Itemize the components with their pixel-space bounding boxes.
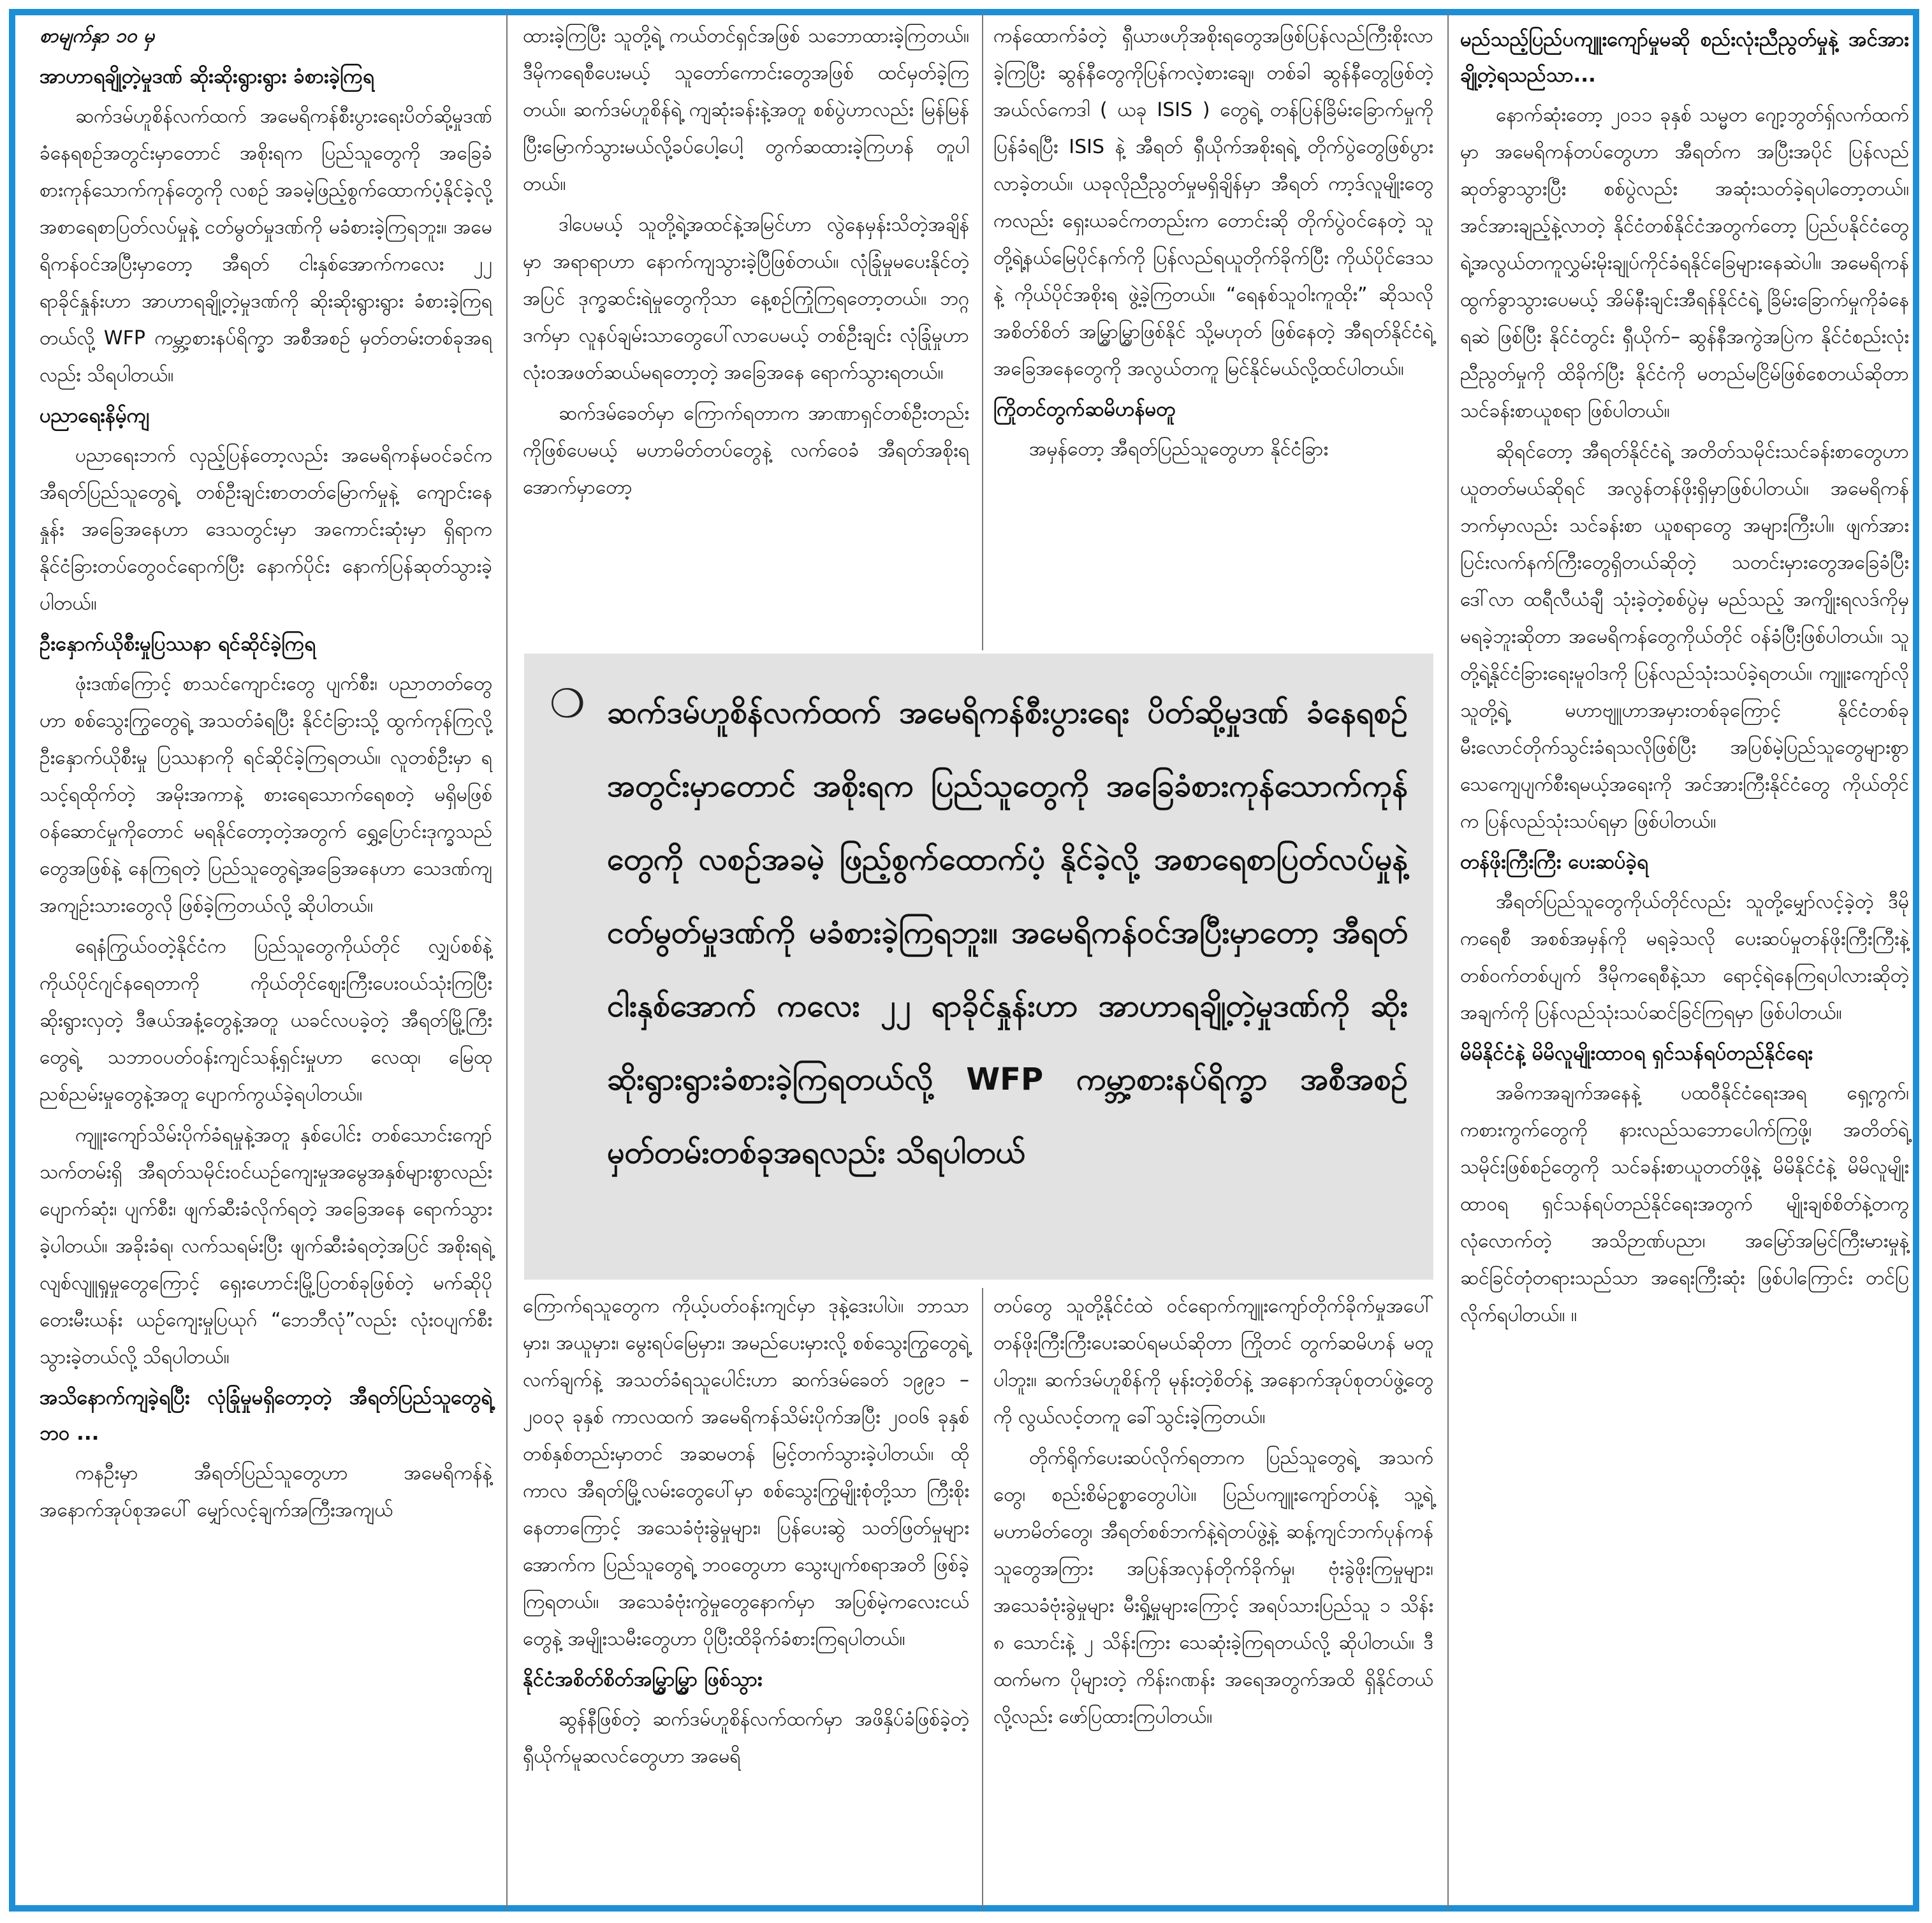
paragraph: ကနဦးမှာ အီရတ်ပြည်သူတွေဟာ အမေရိကန်နဲ့ အနောက်အုပ်စုအပေါ် မျှော်လင့်ချက်အကြီးအကျယ် — [40, 1462, 492, 1521]
paragraph: အီရတ်ပြည်သူတွေကိုယ်တိုင်လည်း သူတို့မျှော်လင့်ခဲ့တဲ့ ဒီမိုကရေစီ အစစ်အမှန်ကို မရခဲ့သလို ပေးဆပ်မှုတန်ဖိုးကြီးကြီးနဲ့ တစ်ဝက်တစ်ပျက် ဒီမိုကရေစီနဲ့သာ ရောင့်ရဲနေကြရပါလားဆိုတဲ့ အချက်ကို ပြန်လည်သုံးသပ်ဆင်ခြင်ကြရမှာ ဖြစ်ပါတယ်။ — [1460, 891, 1909, 1024]
column-divider — [982, 1288, 983, 1910]
paragraph: ဒါပေမယ့် သူတို့ရဲ့အထင်နဲ့အမြင်ဟာ လွဲနေမှန်းသိတဲ့အချိန်မှာ အရာရာဟာ နောက်ကျသွားခဲ့ပြီဖြစ်တယ်။ လုံခြုံမှုမပေးနိုင်တဲ့အပြင် ဒုက္ခဆင်းရဲမှုတွေကိုသာ နေ့စဉ်ကြုံကြရတော့တယ်။ ဘဂ္ဂဒက်မှာ လူနပ်ချမ်းသာတွေပေါ်လာပေမယ့် တစ်ဦးချင်း လုံခြုံမှုဟာ လုံးဝအဖတ်ဆယ်မရတော့တဲ့ အခြေအနေ ရောက်သွားရတယ်။ — [523, 214, 969, 384]
paragraph: အမှန်တော့ အီရတ်ပြည်သူတွေဟာ နိုင်ငံခြား — [1029, 438, 1329, 460]
pull-quote-text: ဆက်ဒမ်ဟူစိန်လက်ထက် အမေရိကန်စီးပွားရေး ပိတ်ဆို့မှုဒဏ် ခံနေရစဉ်အတွင်းမှာတောင် အစိုးရက ပြည်သူတွေကို အခြေခံစားကုန်သောက်ကုန်တွေကို လစဉ်အခမဲ့ ဖြည့်စွက်ထောက်ပံ့ နိုင်ခဲ့လို့ အစာရေစာပြတ်လပ်မှုနဲ့ ငတ်မွတ်မှုဒဏ်ကို မခံစားခဲ့ကြရဘူး။ အမေရိကန်ဝင်အပြီးမှာတော့ အီရတ်ငါးနှစ်အောက် ကလေး ၂၂ ရာခိုင်နှုန်းဟာ အာဟာရချို့တဲ့မှုဒဏ်ကို ဆိုးဆိုးရွားရွားခံစားခဲ့ကြရတယ်လို့ WFP ကမ္ဘာ့စားနပ်ရိက္ခာ အစီအစဉ် မှတ်တမ်းတစ်ခုအရလည်း သိရပါတယ် — [607, 695, 1408, 1171]
paragraph: ရေနံကြွယ်ဝတဲ့နိုင်ငံက ပြည်သူတွေကိုယ်တိုင် လျှပ်စစ်နဲ့ ကိုယ်ပိုင်ဂျင်နရေတာကို ကိုယ်တိုင်ဈေးကြီးပေးဝယ်သုံးကြပြီး ဆိုးရွားလှတဲ့ ဒီဇယ်အနံ့တွေနဲ့အတူ ယခင်လပခဲ့တဲ့ အီရတ်မြို့ကြီးတွေရဲ့ သဘာဝပတ်ဝန်းကျင်သန့်ရှင်းမှုဟာ လေထု၊ မြေထု ညစ်ညမ်းမှုတွေနဲ့အတူ ပျောက်ကွယ်ခဲ့ရပါတယ်။ — [40, 935, 492, 1106]
section-heading-miscalculation: ကြိုတင်တွက်ဆမိဟန်မတူ — [993, 398, 1176, 421]
section-heading-insecurity: အသိနောက်ကျခဲ့ရပြီး လုံခြုံမှုမရှိတော့တဲ့ အီရတ်ပြည်သူတွေရဲ့ဘဝ ... — [40, 1386, 492, 1445]
paragraph: ဆက်ဒမ်ခေတ်မှာ ကြောက်ရတာက အာဏာရှင်တစ်ဦးတည်းကိုဖြစ်ပေမယ့် မဟာမိတ်တပ်တွေနဲ့ လက်ဝေခံ အီရတ်အစိုးရအောက်မှာတော့ — [523, 402, 969, 499]
paragraph: အဓိကအချက်အနေနဲ့ ပထဝီနိုင်ငံရေးအရ ရှေ့ကွက်၊ ကစားကွက်တွေကို နားလည်သဘောပေါက်ကြဖို့၊ အတိတ်ရဲ့ သမိုင်းဖြစ်စဉ်တွေကို သင်ခန်းစာယူတတ်ဖို့နဲ့ မိမိနိုင်ငံနဲ့ မိမိလူမျိုးထာဝရ ရှင်သန်ရပ်တည်နိုင်ရေးအတွက် မျိုးချစ်စိတ်နဲ့တကွ လုံလောက်တဲ့ အသိဉာဏ်ပညာ၊ အမြော်အမြင်ကြီးမားမှုနဲ့ ဆင်ခြင်တုံတရားသည်သာ အရေးကြီးဆုံး ဖြစ်ပါကြောင်း တင်ပြလိုက်ရပါတယ်။ ။ — [1460, 1082, 1909, 1326]
column-3-top — [993, 18, 1433, 649]
section-heading-fragmentation: နိုင်ငံအစိတ်စိတ်အမြွှာမြွှာ ဖြစ်သွား — [523, 1668, 763, 1691]
paragraph: ကန်ထောက်ခံတဲ့ ရှီယာဖဟိုအစိုးရတွေအဖြစ်ပြန်လည်ကြီးစိုးလာခဲ့ကြပြီး ဆွန်နီတွေကိုပြန်ကလဲ့စားချေ၊ တစ်ခါ ဆွန်နီတွေဖြစ်တဲ့ အယ်လ်ကေဒါ ( ယခု ISIS ) တွေရဲ့ တန်ပြန်ခြိမ်းခြောက်မှုကို ပြန်ခံရပြီး ISIS နဲ့ အီရတ် ရှီယိုက်အစိုးရရဲ့ တိုက်ပွဲတွေဖြစ်ပွားလာခဲ့တယ်။ ယခုလိုညီညွတ်မှုမရှိချိန်မှာ အီရတ် ကာ့ဒ်လူမျိုးတွေကလည်း ရှေးယခင်ကတည်းက တောင်းဆို တိုက်ပွဲဝင်နေတဲ့ သူတို့ရဲ့နယ်မြေပိုင်နက်ကို ပြန်လည်ရယူတိုက်ခိုက်ပြီး ကိုယ်ပိုင်ဒေသနဲ့ ကိုယ်ပိုင်အစိုးရ ဖွဲ့ခဲ့ကြတယ်။ “ရေနစ်သူဝါးကူထိုး” ဆိုသလို အစိတ်စိတ် အမြွှာမြွှာဖြစ်နိုင် သို့မဟုတ် ဖြစ်နေတဲ့ အီရတ်နိုင်ငံရဲ့ အခြေအနေတွေကို အလွယ်တကူ မြင်နိုင်မယ်လို့ထင်ပါတယ်။ — [993, 25, 1433, 380]
paragraph: ဆွန်နီဖြစ်တဲ့ ဆက်ဒမ်ဟူစိန်လက်ထက်မှာ အဖိနှိပ်ခံဖြစ်ခဲ့တဲ့ ရှီယိုက်မူဆလင်တွေဟာ အမေရိ — [523, 1708, 969, 1767]
paragraph: ဖုံးဒဏ်ကြောင့် စာသင်ကျောင်းတွေ ပျက်စီး၊ ပညာတတ်တွေဟာ စစ်သွေးကြွတွေရဲ့ အသတ်ခံရပြီး နိုင်ငံခြားသို့ ထွက်ကုန်ကြလို့ ဦးနှောက်ယိုစီးမှု ပြဿနာကို ရင်ဆိုင်ခဲ့ကြရတယ်။ လူတစ်ဦးမှာ ရသင့်ရထိုက်တဲ့ အမိုးအကာနဲ့ စားရေသောက်ရေစတဲ့ မရှိမဖြစ် ဝန်ဆောင်မှုကိုတောင် မရနိုင်တော့တဲ့အတွက် ရွှေ့ပြောင်းဒုက္ခသည်တွေအဖြစ်နဲ့ နေကြရတဲ့ ပြည်သူတွေရဲ့အခြေအနေဟာ သေဒဏ်ကျအကျဉ်းသားတွေလို ဖြစ်ခဲ့ကြတယ်လို့ ဆိုပါတယ်။ — [40, 673, 492, 917]
section-heading-brain-drain: ဦးနှောက်ယိုစီးမှုပြဿနာ ရင်ဆိုင်ခဲ့ကြရ — [40, 632, 316, 655]
column-3-bottom — [993, 1288, 1433, 1906]
column-divider — [506, 13, 508, 1910]
column-1 — [40, 18, 492, 1906]
paragraph: တပ်တွေ သူတို့နိုင်ငံထဲ ဝင်ရောက်ကျူးကျော်တိုက်ခိုက်မှုအပေါ် တန်ဖိုးကြီးကြီးပေးဆပ်ရမယ်ဆိုတာ ကြိုတင် တွက်ဆမိဟန် မတူပါဘူး။ ဆက်ဒမ်ဟူစိန်ကို မုန်းတဲ့စိတ်နဲ့ အနောက်အုပ်စုတပ်ဖွဲ့တွေကို လွယ်လင့်တကူ ခေါ်သွင်းခဲ့ကြတယ်။ — [993, 1295, 1433, 1428]
paragraph: ထားခဲ့ကြပြီး သူတို့ရဲ့ ကယ်တင်ရှင်အဖြစ် သဘောထားခဲ့ကြတယ်။ ဒီမိုကရေစီပေးမယ့် သူတော်ကောင်းတွေအဖြစ် ထင်မှတ်ခဲ့ကြတယ်။ ဆက်ဒမ်ဟူစိန်ရဲ့ ကျဆုံးခန်းနဲ့အတူ စစ်ပွဲဟာလည်း မြန်မြန်ပြီးမြောက်သွားမယ်လို့ခပ်ပေါ့ပေါ့ တွက်ဆထားခဲ့ကြဟန် တူပါတယ်။ — [523, 25, 969, 195]
column-2-top — [523, 18, 969, 649]
column-2-bottom — [523, 1288, 969, 1906]
column-divider — [982, 13, 983, 650]
section-heading-education: ပညာရေးနိမ့်ကျ — [40, 404, 149, 427]
paragraph: တိုက်ရိုက်ပေးဆပ်လိုက်ရတာက ပြည်သူတွေရဲ့ အသက်တွေ၊ စည်းစိမ်ဥစ္စာတွေပါပဲ။ ပြည်ပကျူးကျော်တပ်နဲ့ သူ့ရဲ့မဟာမိတ်တွေ၊ အီရတ်စစ်ဘက်နဲ့ရဲတပ်ဖွဲ့နဲ့ ဆန့်ကျင်ဘက်ပုန်ကန်သူတွေအကြား အပြန်အလှန်တိုက်ခိုက်မှု၊ ဗုံးခွဲဖိုးကြမှုများ၊ အသေခံဗုံးခွဲမှုများ မီးရှို့မှုများကြောင့် အရပ်သားပြည်သူ ၁ သိန်း ၈ သောင်းနဲ့ ၂ သိန်းကြား သေဆုံးခဲ့ကြရတယ်လို့ ဆိုပါတယ်။ ဒီထက်မက ပိုများတဲ့ ကိန်းဂဏန်း အရေအတွက်အထိ ရှိနိုင်တယ်လို့လည်း ဖော်ပြထားကြပါတယ်။ — [993, 1447, 1433, 1728]
section-heading-survival: မိမိနိုင်ငံနဲ့ မိမိလူမျိုးထာဝရ ရှင်သန်ရပ်တည်နိုင်ရေး — [1460, 1042, 1813, 1065]
paragraph: ဆက်ဒမ်ဟူစိန်လက်ထက် အမေရိကန်စီးပွားရေးပိတ်ဆို့မှုဒဏ် ခံနေရစဉ်အတွင်းမှာတောင် အစိုးရက ပြည်သူတွေကို အခြေခံစားကုန်သောက်ကုန်တွေကို လစဉ် အခမဲ့ဖြည့်စွက်ထောက်ပံ့နိုင်ခဲ့လို့ အစာရေစာပြတ်လပ်မှုနဲ့ ငတ်မွတ်မှုဒဏ်ကို မခံစားခဲ့ကြရဘူး။ အမေရိကန်ဝင်အပြီးမှာတော့ အီရတ် ငါးနှစ်အောက်ကလေး ၂၂ ရာခိုင်နှုန်းဟာ အာဟာရချို့တဲ့မှုဒဏ်ကို ဆိုးဆိုးရွားရွား ခံစားခဲ့ကြရတယ်လို့ WFP ကမ္ဘာ့စားနပ်ရိက္ခာ အစီအစဉ် မှတ်တမ်းတစ်ခုအရလည်း သိရပါတယ်။ — [40, 105, 492, 386]
column-4 — [1460, 18, 1909, 1906]
pull-quote-box — [524, 654, 1433, 1280]
paragraph: ပညာရေးဘက် လှည့်ပြန်တော့လည်း အမေရိကန်မဝင်ခင်က အီရတ်ပြည်သူတွေရဲ့ တစ်ဦးချင်းစာတတ်မြောက်မှုနဲ့ ကျောင်းနေနှုန်း အခြေအနေဟာ ဒေသတွင်းမှာ အကောင်းဆုံးမှာ ရှိရာက နိုင်ငံခြားတပ်တွေဝင်ရောက်ပြီး နောက်ပိုင်း နောက်ပြန်ဆုတ်သွားခဲ့ပါတယ်။ — [40, 444, 492, 615]
circle-bullet-icon: ❍ — [550, 680, 585, 727]
section-heading-high-price: တန်ဖိုးကြီးကြီး ပေးဆပ်ခဲ့ရ — [1460, 851, 1648, 874]
paragraph: နောက်ဆုံးတော့ ၂၀၁၁ ခုနှစ် သမ္မတ ဂျော့ဘွတ်ရှ်လက်ထက်မှာ အမေရိကန်တပ်တွေဟာ အီရတ်က အပြီးအပိုင် ပြန်လည်ဆုတ်ခွာသွားပြီး စစ်ပွဲလည်း အဆုံးသတ်ခဲ့ရပါတော့တယ်။ အင်အားချည့်နဲ့လာတဲ့ နိုင်ငံတစ်နိုင်ငံအတွက်တော့ ပြည်ပနိုင်ငံတွေရဲ့အလွယ်တကူလွှမ်းမိုးချုပ်ကိုင်ခံရနိုင်ခြေများနေဆဲပါ။ အမေရိကန် ထွက်ခွာသွားပေမယ့် အိမ်နီးချင်းအီရန်နိုင်ငံရဲ့ ခြိမ်းခြောက်မှုကိုခံနေရဆဲ ဖြစ်ပြီး နိုင်ငံတွင်း ရှီယိုက်– ဆွန်နီအကွဲအပြဲက နိုင်ငံစည်းလုံးညီညွတ်မှုကို ထိခိုက်ပြီး နိုင်ငံကို မတည်မငြိမ်ဖြစ်စေတယ်ဆိုတာ သင်ခန်းစာယူစရာ ဖြစ်ပါတယ်။ — [1460, 104, 1909, 422]
paragraph: ဆိုရင်တော့ အီရတ်နိုင်ငံရဲ့ အတိတ်သမိုင်းသင်ခန်းစာတွေဟာ ယူတတ်မယ်ဆိုရင် အလွန်တန်ဖိုးရှိမှာဖြစ်ပါတယ်။ အမေရိကန်ဘက်မှာလည်း သင်ခန်းစာ ယူစရာတွေ အများကြီးပါ။ ဖျက်အားပြင်းလက်နက်ကြီးတွေရှိတယ်ဆိုတဲ့ သတင်းမှားတွေအခြေခံပြီး ဒေါ်လာ ထရီလီယံချီ သုံးခဲ့တဲ့စစ်ပွဲမှ မည်သည့် အကျိုးရလဒ်ကိုမှ မရခဲ့ဘူးဆိုတာ အမေရိကန်တွေကိုယ်တိုင် ဝန်ခံပြီးဖြစ်ပါတယ်။ သူတို့ရဲ့နိုင်ငံခြားရေးမူဝါဒကို ပြန်လည်သုံးသပ်ခဲ့ရတယ်။ ကျူးကျော်လိုသူတို့ရဲ့ မဟာဗျူဟာအမှားတစ်ခုကြောင့် နိုင်ငံတစ်ခု မီးလောင်တိုက်သွင်းခံရသလိုဖြစ်ပြီး အပြစ်မဲ့ပြည်သူတွေများစွာ သေကျေပျက်စီးရမယ့်အရေးကို အင်အားကြီးနိုင်ငံတွေ ကိုယ်တိုင်က ပြန်လည်သုံးသပ်ရမှာ ဖြစ်ပါတယ်။ — [1460, 441, 1909, 833]
section-heading-malnutrition: အာဟာရချို့တဲ့မှုဒဏ် ဆိုးဆိုးရွားရွား ခံစားခဲ့ကြရ — [40, 65, 374, 88]
section-heading-unity: မည်သည့်ပြည်ပကျူးကျော်မှုမဆို စည်းလုံးညီညွတ်မှုနဲ့ အင်အားချို့တဲ့ရသည်သာ... — [1460, 28, 1909, 87]
continued-from-label: စာမျက်နှာ ၁၀ မှ — [40, 25, 155, 47]
column-divider — [1447, 13, 1449, 1910]
paragraph: ကျူးကျော်သိမ်းပိုက်ခံရမှုနဲ့အတူ နှစ်ပေါင်း တစ်သောင်းကျော်သက်တမ်းရှိ အီရတ်သမိုင်းဝင်ယဉ်ကျေးမှုအမွေအနှစ်များစွာလည်း ပျောက်ဆုံး၊ ပျက်စီး၊ ဖျက်ဆီးခံလိုက်ရတဲ့ အခြေအနေ ရောက်သွားခဲ့ပါတယ်။ အခိုးခံရ၊ လက်သရမ်းပြီး ဖျက်ဆီးခံရတဲ့အပြင် အစိုးရရဲ့ လျစ်လျူရှုမှုတွေကြောင့် ရှေးဟောင်းမြို့ပြတစ်ခုဖြစ်တဲ့ မက်ဆိုပိုတေးမီးယန်း ယဉ်ကျေးမှုပြယုဂ် “ဘေဘီလုံ”လည်း လုံးဝပျက်စီးသွားခဲ့တယ်လို့ သိရပါတယ်။ — [40, 1124, 492, 1368]
paragraph: ကြောက်ရသူတွေက ကိုယ့်ပတ်ဝန်းကျင်မှာ ဒုနဲ့ဒေးပါပဲ။ ဘာသာမှား၊ အယူမှား၊ မွေးရပ်မြေမှား၊ အမည်ပေးမှားလို့ စစ်သွေးကြွတွေရဲ့လက်ချက်နဲ့ အသတ်ခံရသူပေါင်းဟာ ဆက်ဒမ်ခေတ် ၁၉၉၁ – ၂၀၀၃ ခုနှစ် ကာလထက် အမေရိကန်သိမ်းပိုက်အပြီး ၂၀၀၆ ခုနှစ် တစ်နှစ်တည်းမှာတင် အဆမတန် မြင့်တက်သွားခဲ့ပါတယ်။ ထိုကာလ အီရတ်မြို့လမ်းတွေပေါ်မှာ စစ်သွေးကြွမျိုးစုံတို့သာ ကြီးစိုးနေတာကြောင့် အသေခံဗုံးခွဲမှုများ၊ ပြန်ပေးဆွဲ သတ်ဖြတ်မှုများအောက်က ပြည်သူတွေရဲ့ ဘဝတွေဟာ သွေးပျက်စရာအတိ ဖြစ်ခဲ့ကြရတယ်။ အသေခံဗုံးကွဲမှုတွေနောက်မှာ အပြစ်မဲ့ကလေးငယ်တွေနဲ့ အမျိုးသမီးတွေဟာ ပိုပြီးထိခိုက်ခံစားကြရပါတယ်။ — [523, 1295, 969, 1650]
